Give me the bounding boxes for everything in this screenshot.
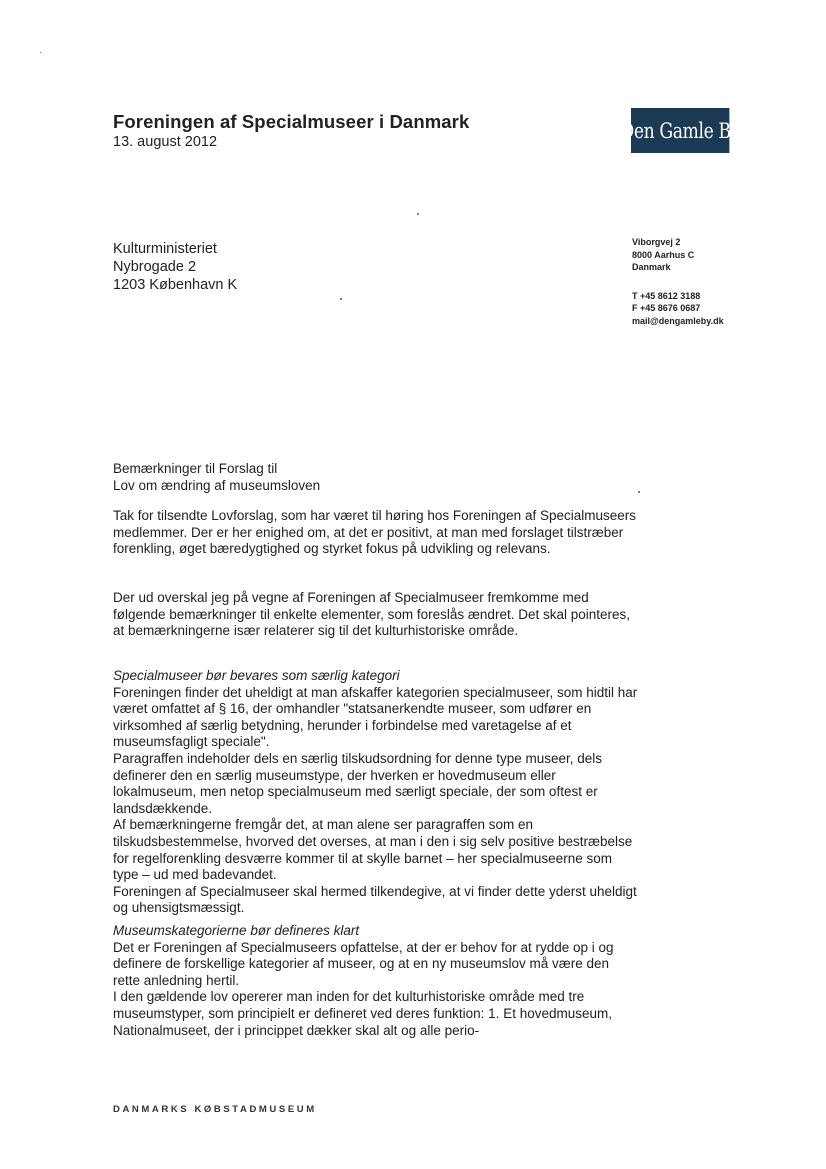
recipient-address [113, 240, 237, 294]
scan-speck [638, 491, 640, 493]
section-paragraph: Det er Foreningen af Specialmuseers opfattelse, at der er behov for at rydde op i og definere de forskellige kategorier af museer, og at en ny museumslov må være den rette anledning hertil. [113, 939, 614, 988]
subject-line: Lov om ændring af museumsloven [113, 477, 321, 493]
sender-phone: T +45 8612 3188 [632, 290, 701, 301]
den-gamle-by-logo [620, 108, 740, 153]
paragraph-text: Tak for tilsendte Lovforslag, som har været til høring hos Foreningen af Specialmuseers medlemmer. Der er her enighed om, at det er positivt, at man med forslaget tilstræber forenkling, øget bæredygtighed og styrket fokus på udvikling og relevans. [113, 508, 636, 557]
sender-country: Danmark [632, 262, 671, 272]
section-paragraph: Af bemærkningerne fremgår det, at man alene ser paragraffen som en tilskudsbestemmelse, hvorved det overses, at man i den i sig selv positive bestræbelse for regelforenkling desværre kommer til at skylle barnet – her specialmuseerne som type – ud med badevandet. [113, 817, 633, 883]
section-paragraph: Foreningen af Specialmuseer skal hermed tilkendegive, at vi finder dette yderst uheldigt og uhensigtsmæssigt. [113, 883, 637, 916]
footer-tagline: DANMARKS KØBSTADMUSEUM [113, 1104, 317, 1115]
paragraph-text: Der ud overskal jeg på vegne af Foreningen af Specialmuseer fremkomme med følgende bemærkninger til enkelte elementer, som foreslås ændret. Det skal pointeres, at bemærkningerne især relaterer sig til det kulturhistoriske område. [113, 590, 631, 639]
section-specialmuseer [113, 668, 638, 917]
sender-fax: F +45 8676 0687 [632, 303, 701, 313]
section-paragraph: Foreningen finder det uheldigt at man afskaffer kategorien specialmuseer, som hidtil har været omfattet af § 16, der omhandler "statsanerkendte museer, som udfører en virksomhed af særlig betydning, herunder i forbindelse med varetagelse af et museumsfagligt speciale". [113, 684, 638, 750]
section-heading: Museumskategorierne bør defineres klart [113, 923, 360, 938]
letter-date: 13. august 2012 [113, 134, 218, 150]
section-heading: Specialmuseer bør bevares som særlig kategori [113, 668, 400, 683]
section-paragraph: Paragraffen indeholder dels en særlig tilskudsordning for denne type museer, dels definerer den en særlig museumstype, der hverken er hovedmuseum eller lokalmuseum, men netop specialmuseum med særligt speciale, der som oftest er landsdækkende. [113, 750, 603, 816]
sender-city: 8000 Aarhus C [632, 249, 695, 260]
recipient-line: Kulturministeriet [113, 241, 217, 257]
recipient-line: 1203 København K [113, 277, 238, 293]
logo-text: Den Gamle By [620, 118, 740, 143]
organization-title: Foreningen af Specialmuseer i Danmark [113, 111, 470, 132]
scan-speck [417, 213, 419, 215]
subject-line: Bemærkninger til Forslag til [113, 461, 278, 476]
scan-speck [340, 298, 342, 300]
intro-paragraph [113, 508, 638, 558]
remarks-paragraph [113, 590, 638, 640]
sender-street: Viborgvej 2 [632, 237, 681, 247]
scan-speck [40, 52, 41, 53]
sender-email: mail@dengamleby.dk [632, 315, 724, 326]
recipient-line: Nybrogade 2 [113, 259, 197, 275]
section-museumskategorier [113, 923, 638, 1039]
section-paragraph: I den gældende lov opererer man inden for det kulturhistoriske område med tre museumstyper, som principielt er defineret ved deres funktion: 1. Et hovedmuseum, Nationalmuseet, der i princippet dækker skal alt og alle perio- [113, 989, 612, 1038]
subject-block [113, 461, 638, 494]
sender-contact-block [632, 236, 724, 327]
